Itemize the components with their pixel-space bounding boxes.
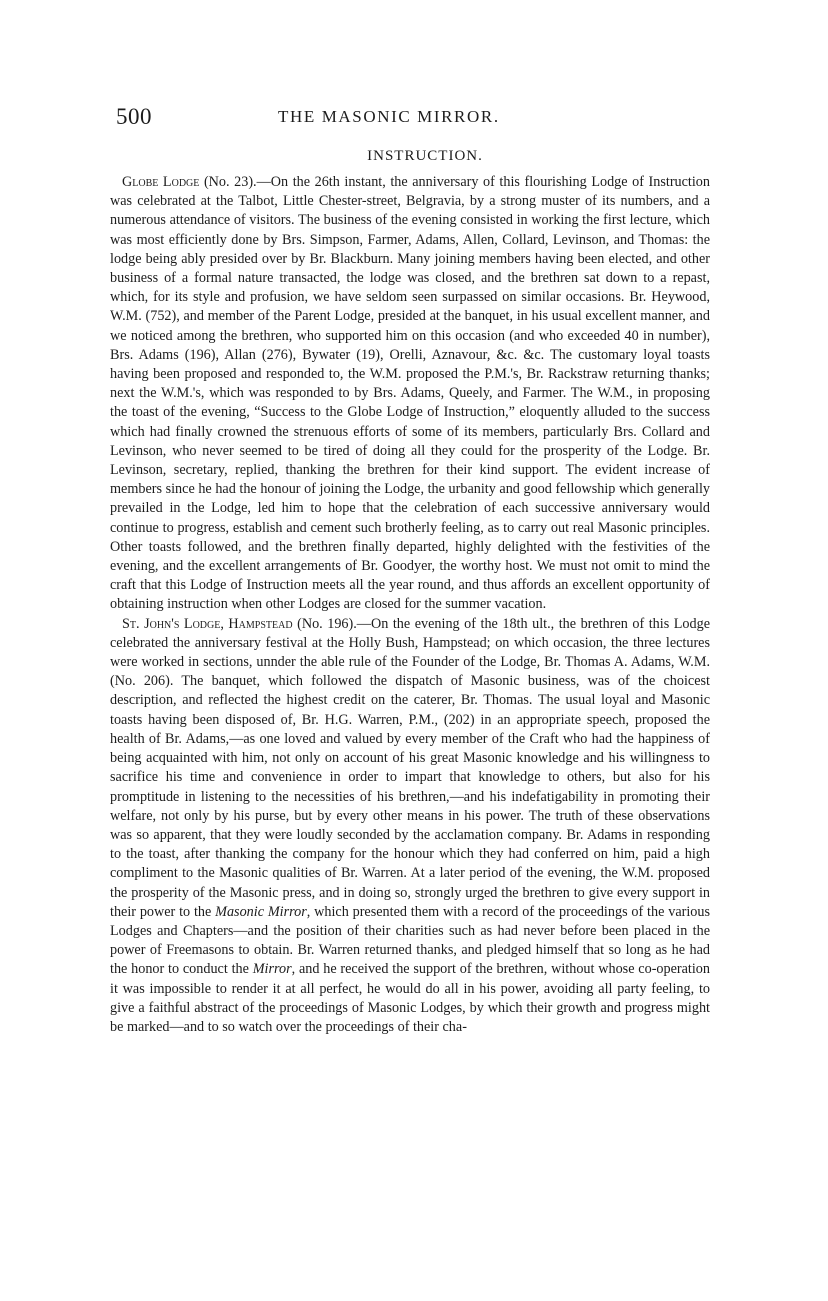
page-number: 500: [116, 104, 152, 129]
paragraph-text: , which presented them with a record of the proceedings of the various Lodges and Chapters—and the position of their charities such as had never before been placed in the power of Freemasons to obtain. Br. Warren returned thanks, and pledged himself that so long as he had the honor to conduct the: [110, 903, 710, 978]
running-head: [110, 104, 710, 134]
italic-title: Masonic Mirror: [215, 903, 307, 920]
paragraph-st-johns-lodge: [110, 615, 710, 1037]
section-heading: INSTRUCTION.: [367, 148, 483, 164]
paragraph-text: , and he received the support of the brethren, without whose co-operation it was impossible to render it at all perfect, he would do all in his power, avoiding all party feeling, to give a faithful abstract of the proceedings of Masonic Lodges, by which their growth and progress might be marked—and to so watch over the proceedings of their cha-: [110, 961, 710, 1035]
page: [110, 104, 710, 1037]
paragraph-text: (No. 23).—On the 26th instant, the anniversary of this flourishing Lodge of Instruction was celebrated at the Talbot, Little Chester-street, Belgravia, by a strong muster of its numbers, and a numerous attendance of visitors. The business of the evening consisted in working the first lecture, which was most efficiently done by Brs. Simpson, Farmer, Adams, Allen, Collard, Levinson, and Thomas: the lodge being ably presided over by Br. Blackburn. Many joining members having been elected, and other business of a formal nature transacted, the lodge was closed, and the brethren sat down to a repast, which, for its style and profusion, we have seldom seen surpassed on similar occasions. Br. Heywood, W.M. (752), and member of the Parent Lodge, presided at the banquet, in his usual excellent manner, and we noticed among the brethren, who supported him on this occasion (and who exceeded 40 in number), Brs. Adams (196), Allan (276), Bywater (19), Orelli, Aznavour, &c. &c. The customary loyal toasts having been proposed and responded to, the W.M. proposed the P.M.'s, Br. Rackstraw returning thanks; next the W.M.'s, which was responded to by Brs. Adams, Queely, and Farmer. The W.M., in proposing the toast of the evening, “Success to the Globe Lodge of Instruction,” eloquently alluded to the success which had finally crowned the strenuous efforts of some of its members, particularly Brs. Collard and Levinson, who never seemed to be tired of doing all they could for the prosperity of the Lodge. Br. Levinson, secretary, replied, thanking the brethren for their kind support. The evident increase of members since he had the honour of joining the Lodge, the urbanity and good fellowship which generally prevailed in the Lodge, led him to hope that the celebration of each successive anniversary would continue to progress, establish and cement such brotherly feeling, as to carry out real Masonic principles. Other toasts followed, and the brethren finally departed, highly delighted with the festivities of the evening, and the excellent arrangements of Br. Goodyer, the worthy host. We must not omit to mind the craft that this Lodge of Instruction meets all the year round, and thus affords an excellent opportunity of obtaining instruction when other Lodges are closed for the summer vacation.: [110, 174, 710, 613]
running-title: THE MASONIC MIRROR.: [278, 107, 500, 126]
paragraph-globe-lodge: [110, 173, 710, 615]
lodge-name-st-johns: St. John's Lodge, Hampstead: [122, 615, 293, 632]
italic-title: Mirror: [252, 961, 292, 978]
lodge-name-globe: Globe Lodge: [122, 174, 200, 190]
paragraph-text: (No. 196).—On the evening of the 18th ult., the brethren of this Lodge celebrated the anniversary festival at the Holly Bush, Hampstead; on which occasion, the three lectures were worked in sections, unnder the able rule of the Founder of the Lodge, Br. Thomas A. Adams, W.M. (No. 206). The banquet, which followed the dispatch of Masonic business, was of the choicest description, and reflected the highest credit on the caterer, Br. Thomas. The usual loyal and Masonic toasts having been disposed of, Br. H.G. Warren, P.M., (202) in an appropriate speech, proposed the health of Br. Adams,—as one loved and valued by every member of the Craft who had the happiness of being acquainted with him, not only on account of his great Masonic knowledge and his willingness to sacrifice his time and convenience in order to impart that knowledge to others, but also for his promptitude in listening to the necessities of his brethren,—and his indefatigability in promoting their welfare, not only by his purse, but by every other means in his power. The truth of these observations was so apparent, that they were loudly seconded by the acclamation company. Br. Adams in responding to the toast, after thanking the company for the honour which they had conferred on him, paid a high compliment to the Masonic qualities of Br. Warren. At a later period of the evening, the W.M. proposed the prosperity of the Masonic press, and in doing so, strongly urged the brethren to give every support in their power to the: [110, 615, 710, 920]
article-body: [110, 173, 710, 1037]
